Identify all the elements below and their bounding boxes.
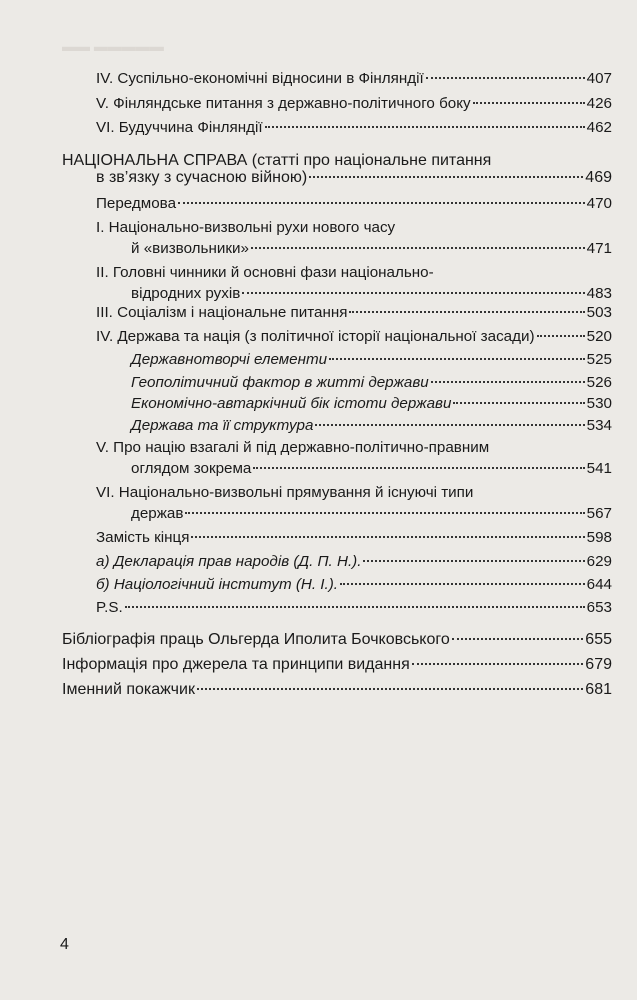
section-heading: НАЦІОНАЛЬНА СПРАВА (статті про національне питання: [62, 152, 492, 169]
toc-section: Інформація про джерела та принципи видання 679: [62, 656, 612, 673]
toc-entry-cont: держав 567: [131, 505, 612, 522]
toc-entry: VI. Національно-визвольні прямування й існуючі типи: [96, 484, 474, 501]
page-number: 4: [60, 936, 69, 953]
toc-subentry: Держава та її структура 534: [131, 417, 612, 434]
toc-entry-cont: відродних рухів 483: [131, 285, 612, 302]
toc-entry: III. Соціалізм і національне питання 503: [96, 304, 612, 321]
toc-entry: Передмова 470: [96, 195, 612, 212]
section-heading-cont: в зв’язку з сучасною війною) 469: [96, 169, 612, 186]
toc-entry: I. Національно-визвольні рухи нового часу: [96, 219, 396, 236]
toc-section: Іменний покажчик 681: [62, 681, 612, 698]
toc-subentry: Економічно-автаркічний бік істоти держави 530: [131, 395, 612, 412]
toc-subentry: б) Націологічний інститут (Н. І.). 644: [96, 576, 612, 593]
toc-subentry: а) Декларація прав народів (Д. П. Н.). 629: [96, 553, 612, 570]
toc-entry-cont: й «визвольники» 471: [131, 240, 612, 257]
toc-entry: V. Про націю взагалі й під державно-політично-правним: [96, 439, 490, 456]
toc-entry: II. Головні чинники й основні фази національно-: [96, 264, 434, 281]
toc-entry: Замість кінця 598: [96, 529, 612, 546]
toc-subentry: Геополітичний фактор в житті держави 526: [131, 374, 612, 391]
toc-subentry: Державнотворчі елементи 525: [131, 351, 612, 368]
toc-entry: VI. Будуччина Фінляндії 462: [96, 119, 612, 136]
toc-entry: V. Фінляндське питання з державно-політичного боку 426: [96, 95, 612, 112]
show-through-decoration: ▬▬ ▬▬▬▬▬: [62, 38, 164, 54]
toc-entry: P.S. 653: [96, 599, 612, 616]
toc-entry: IV. Держава та нація (з політичної історії національної засади) 520: [96, 328, 612, 345]
toc-entry: IV. Суспільно-економічні відносини в Фінляндії 407: [96, 70, 612, 87]
toc-section: Бібліографія праць Ольгерда Иполита Бочковського 655: [62, 631, 612, 648]
toc-entry-cont: оглядом зокрема 541: [131, 460, 612, 477]
